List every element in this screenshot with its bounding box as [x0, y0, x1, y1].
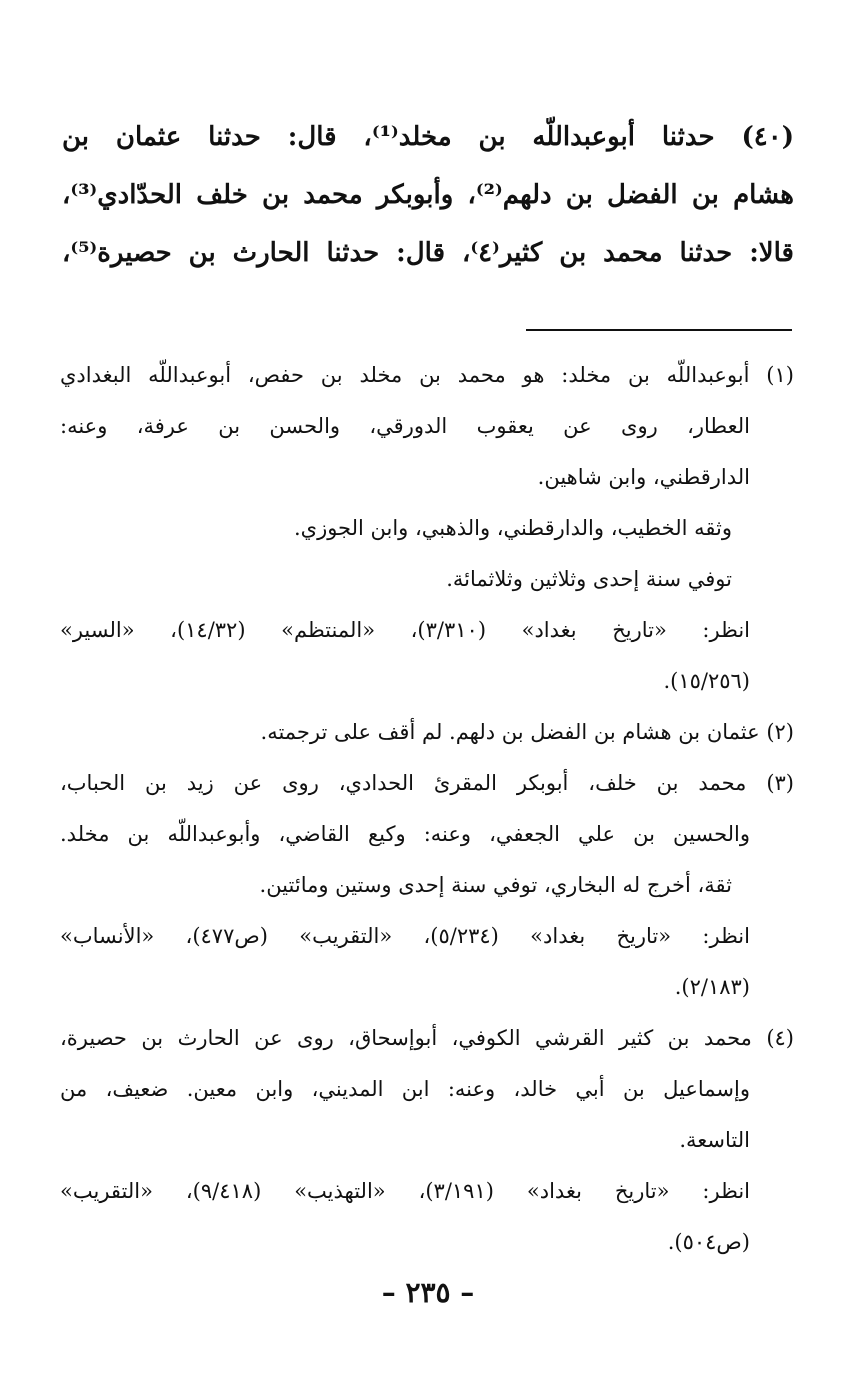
footnote-line: انظر: «تاريخ بغداد» (٣/١٩١)، «التهذيب» (٩/٤١٨)، «التقريب»: [60, 1179, 750, 1203]
footnote-line: وإسماعيل بن أبي خالد، وعنه: ابن المديني، وابن معين. ضعيف، من: [60, 1077, 750, 1101]
footnote-line: توفي سنة إحدى وثلاثين وثلاثمائة.: [446, 567, 732, 591]
footnote-line: (١٥/٢٥٦).: [663, 669, 750, 693]
footnote-4: [60, 1013, 794, 1268]
footnote-line: العطار، روى عن يعقوب الدورقي، والحسن بن عرفة، وعنه:: [60, 414, 750, 438]
footnote-line: (١) أبوعبداللّه بن مخلد: هو محمد بن مخلد بن حفص، أبوعبداللّه البغدادي: [60, 363, 794, 387]
footnote-line: والحسين بن علي الجعفي، وعنه: وكيع القاضي، وأبوعبداللّه بن مخلد.: [60, 822, 750, 846]
footnote-3: [60, 758, 794, 1013]
footnote-line: (٣) محمد بن خلف، أبوبكر المقرئ الحدادي، روى عن زيد بن الحباب،: [60, 771, 794, 795]
main-text-line: (٤٠) حدثنا أبوعبداللّه بن مخلد⁽¹⁾، قال: حدثنا عثمان بن: [62, 122, 795, 152]
footnote-line: (٢) عثمان بن هشام بن الفضل بن دلهم. لم أقف على ترجمته.: [260, 720, 794, 744]
footnote-line: الدارقطني، وابن شاهين.: [537, 465, 750, 489]
main-text: [62, 108, 794, 282]
page-number: – ٢٣٥ –: [381, 1276, 475, 1309]
main-text-line: هشام بن الفضل بن دلهم⁽²⁾، وأبوبكر محمد بن خلف الحدّادي⁽³⁾،: [62, 180, 794, 210]
footnotes: [60, 350, 794, 1268]
footnote-divider: [526, 329, 792, 331]
footnote-line: انظر: «تاريخ بغداد» (٣/٣١٠)، «المنتظم» (١٤/٣٢)، «السير»: [60, 618, 750, 642]
footnote-line: (ص٥٠٤).: [667, 1230, 750, 1254]
footnote-line: وثقه الخطيب، والدارقطني، والذهبي، وابن الجوزي.: [293, 516, 732, 540]
main-text-line: قالا: حدثنا محمد بن كثير⁽٤⁾، قال: حدثنا الحارث بن حصيرة⁽⁵⁾،: [62, 238, 794, 268]
footnote-line: ثقة، أخرج له البخاري، توفي سنة إحدى وستين ومائتين.: [259, 873, 732, 897]
footnote-line: انظر: «تاريخ بغداد» (٥/٢٣٤)، «التقريب» (ص٤٧٧)، «الأنساب»: [60, 924, 750, 948]
footnote-line: التاسعة.: [679, 1128, 750, 1152]
footnote-2: [60, 707, 794, 758]
footnote-line: (٤) محمد بن كثير القرشي الكوفي، أبوإسحاق، روى عن الحارث بن حصيرة،: [60, 1026, 794, 1050]
footnote-1: [60, 350, 794, 707]
footnote-line: (٢/١٨٣).: [674, 975, 750, 999]
